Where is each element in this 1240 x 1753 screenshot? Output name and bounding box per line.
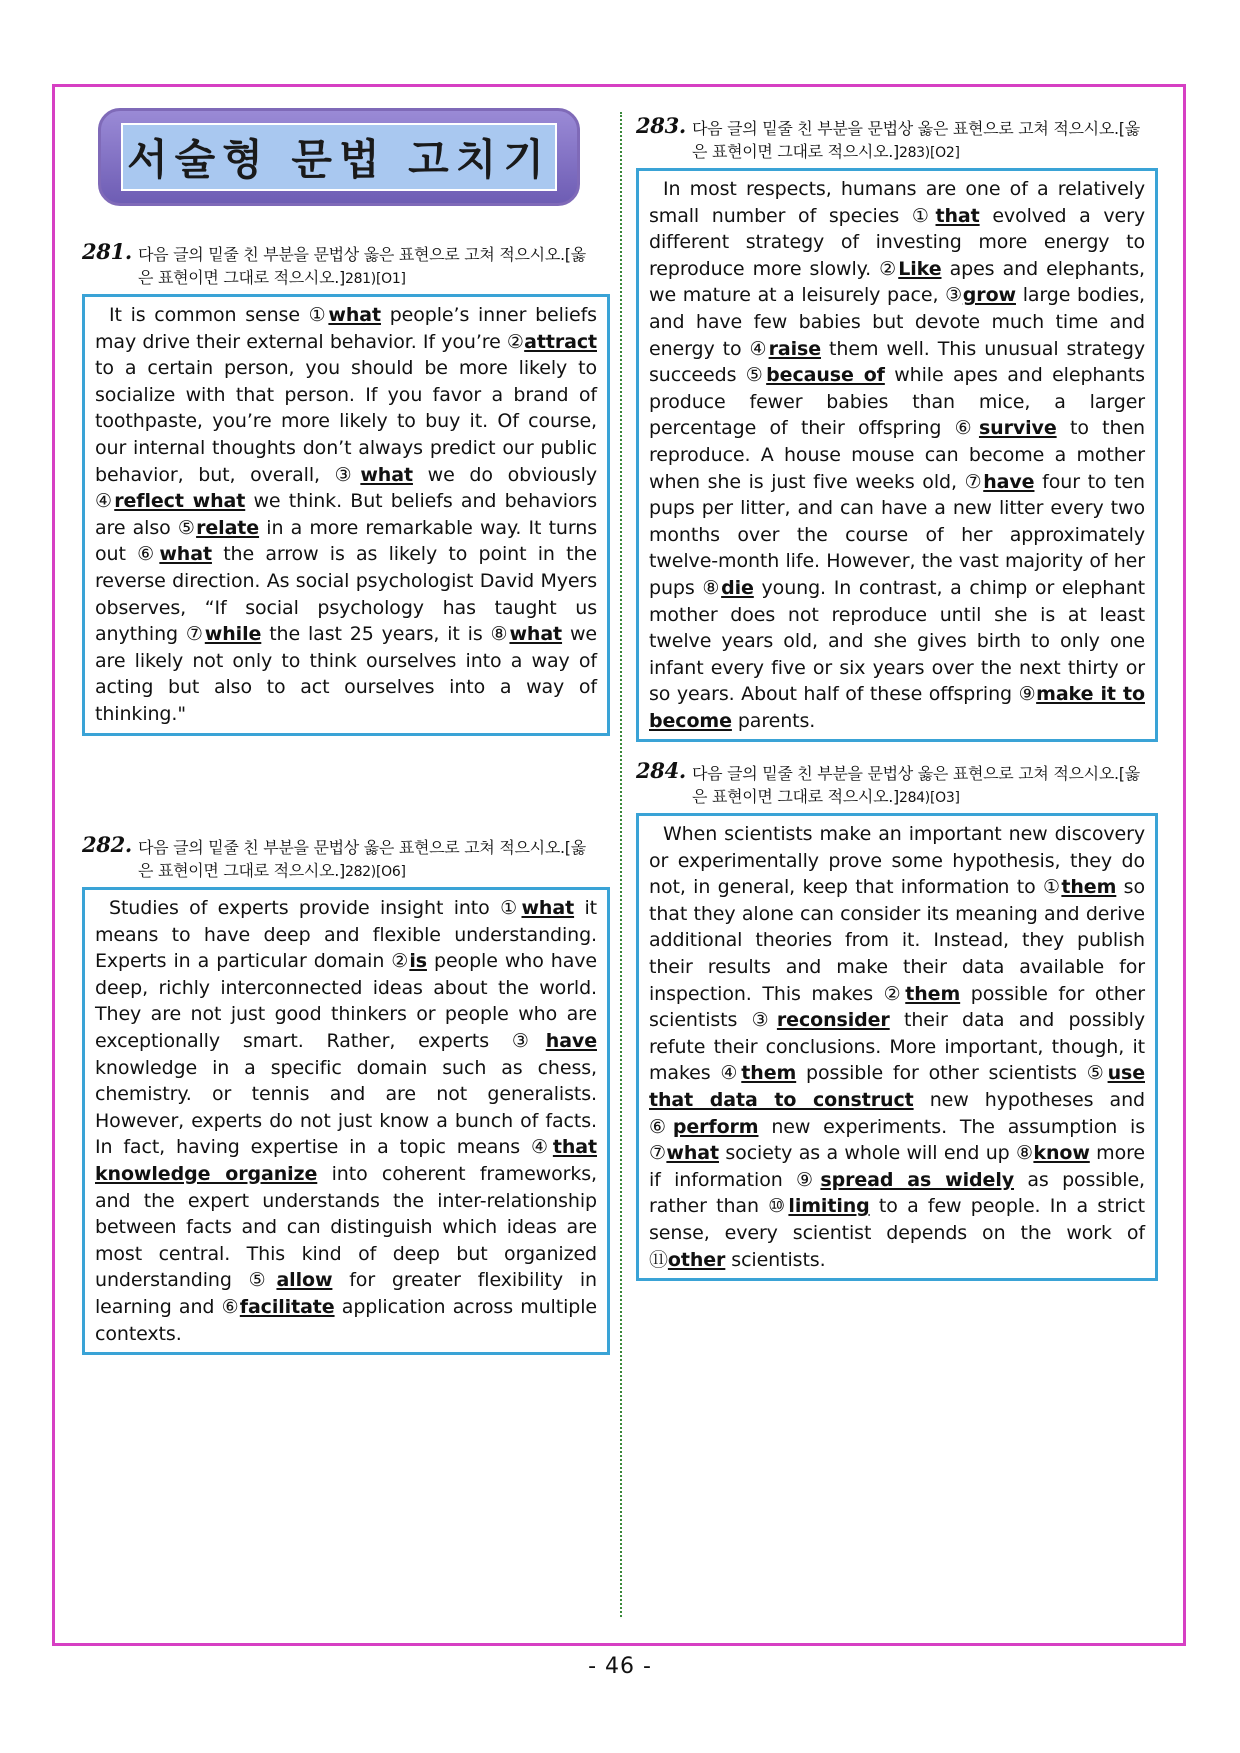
underlined-phrase: have: [545, 1029, 597, 1052]
question-283: [636, 113, 1158, 742]
underlined-phrase: what: [328, 304, 381, 326]
question-header: [82, 832, 610, 884]
underlined-phrase: die: [721, 576, 754, 599]
question-ref: 283)[O2]: [898, 145, 960, 161]
underlined-phrase: them: [741, 1062, 797, 1085]
question-284: [636, 758, 1158, 1281]
underlined-phrase: facilitate: [239, 1295, 335, 1318]
passage-box: When scientists make an important new discovery or experimentally prove some hypothesis, they do not, in general, keep that information to ①them so that they alone can consider its meaning and derive additional theories from it. Instead, they publish their results and make their data available for inspection. This makes ②them possible for other scientists ③reconsider their data and possibly refute their conclusions. More important, though, it makes ④them possible for other scientists ⑤use that data to construct new hypotheses and ⑥perform new experiments. The assumption is ⑦what society as a whole will end up ⑧know more if information ⑨spread as widely as possible, rather than ⑩limiting to a few people. In a strict sense, every scientist depends on the work of ⑪other scientists.: [636, 813, 1158, 1281]
column-divider: [620, 112, 622, 1617]
underlined-phrase: what: [666, 1142, 719, 1165]
underlined-phrase: because of: [766, 364, 885, 387]
question-282: [82, 832, 610, 1355]
underlined-phrase: that knowledge organize: [95, 1136, 597, 1185]
passage-box: Studies of experts provide insight into ①what it means to have deep and flexible understanding. Experts in a particular domain ②is people who have deep, richly interconnected ideas about the world. They are not just good thinkers or people who are exceptionally smart. Rather, experts ③have knowledge in a specific domain such as chess, chemistry. or tennis and are not generalists. However, experts do not just know a bunch of facts. In fact, having expertise in a topic means ④that knowledge organize into coherent frameworks, and the expert understands the inter-relationship between facts and can distinguish which ideas are most central. This kind of deep but organized understanding ⑤allow for greater flexibility in learning and ⑥facilitate application across multiple contexts.: [82, 887, 610, 1355]
underlined-phrase: use that data to construct: [649, 1062, 1145, 1111]
underlined-phrase: what: [521, 897, 575, 919]
underlined-phrase: that: [935, 204, 980, 227]
underlined-phrase: what: [159, 543, 212, 566]
passage-box: In most respects, humans are one of a relatively small number of species ①that evolved a very different strategy of investing more energy to reproduce more slowly. ②Like apes and elephants, we mature at a leisurely pace, ③grow large bodies, and have few babies but devote much time and energy to ④raise them well. This unusual strategy succeeds ⑤because of while apes and elephants produce fewer babies than mice, a larger percentage of their offspring ⑥survive to then reproduce. A house mouse can become a mother when she is just five weeks old, ⑦have four to ten pups per litter, and can have a new litter every two months over the course of her approximately twelve-month life. However, the vast majority of her pups ⑧die young. In contrast, a chimp or elephant mother does not reproduce until she is at least twelve years old, and she gives birth to only one infant every five or six years over the next thirty or so years. About half of these offspring ⑨make it to become parents.: [636, 168, 1158, 742]
question-instruction: 다음 글의 밑줄 친 부분을 문법상 옳은 표현으로 고쳐 적으시오.[옳: [138, 838, 586, 857]
underlined-phrase: limiting: [788, 1195, 870, 1218]
underlined-phrase: raise: [768, 337, 822, 360]
underlined-phrase: make it to become: [649, 683, 1145, 732]
question-number: 284.: [636, 758, 686, 783]
underlined-phrase: reflect what: [114, 490, 246, 513]
underlined-phrase: know: [1033, 1142, 1090, 1165]
page-number: - 46 -: [588, 1654, 652, 1679]
underlined-phrase: what: [509, 623, 563, 646]
question-ref: 284)[O3]: [898, 790, 960, 806]
underlined-phrase: them: [1061, 876, 1117, 899]
underlined-phrase: them: [905, 982, 961, 1005]
underlined-phrase: grow: [962, 284, 1016, 307]
underlined-phrase: allow: [276, 1269, 333, 1292]
question-instruction-cont: 은 표현이면 그대로 적으시오.]: [692, 787, 899, 806]
underlined-phrase: reconsider: [776, 1009, 890, 1032]
page-title: 서술형 문법 고치기: [127, 135, 551, 184]
question-number: 281.: [82, 239, 132, 264]
underlined-phrase: while: [204, 623, 262, 646]
question-281: [82, 239, 610, 736]
underlined-phrase: spread as widely: [820, 1168, 1015, 1191]
question-header: [636, 113, 1158, 165]
question-ref: 282)[O6]: [344, 864, 406, 880]
question-instruction-cont: 은 표현이면 그대로 적으시오.]: [138, 861, 345, 880]
underlined-phrase: relate: [196, 516, 260, 539]
question-number: 282.: [82, 832, 132, 857]
underlined-phrase: perform: [672, 1115, 759, 1138]
title-banner: [98, 108, 580, 206]
question-instruction: 다음 글의 밑줄 친 부분을 문법상 옳은 표현으로 고쳐 적으시오.[옳: [692, 119, 1140, 138]
underlined-phrase: survive: [978, 417, 1057, 440]
underlined-phrase: other: [667, 1248, 726, 1271]
question-instruction: 다음 글의 밑줄 친 부분을 문법상 옳은 표현으로 고쳐 적으시오.[옳: [692, 764, 1140, 783]
question-header: [82, 239, 610, 291]
underlined-phrase: attract: [524, 330, 597, 353]
question-instruction: 다음 글의 밑줄 친 부분을 문법상 옳은 표현으로 고쳐 적으시오.[옳: [138, 245, 586, 264]
question-header: [636, 758, 1158, 810]
question-number: 283.: [636, 113, 686, 138]
question-ref: 281)[O1]: [344, 271, 406, 287]
question-instruction-cont: 은 표현이면 그대로 적으시오.]: [138, 268, 345, 287]
underlined-phrase: is: [409, 950, 427, 973]
underlined-phrase: what: [360, 463, 413, 486]
underlined-phrase: have: [983, 470, 1035, 493]
passage-box: It is common sense ①what people’s inner beliefs may drive their external behavior. If you’re ②attract to a certain person, you should be more likely to socialize with that person. If you favor a brand of toothpaste, you’re more likely to buy it. Of course, our internal thoughts don’t always predict our public behavior, but, overall, ③what we do obviously ④reflect what we think. But beliefs and behaviors are also ⑤relate in a more remarkable way. It turns out ⑥what the arrow is as likely to point in the reverse direction. As social psychologist David Myers observes, “If social psychology has taught us anything ⑦while the last 25 years, it is ⑧what we are likely not only to think ourselves into a way of acting but also to act ourselves into a way of thinking.": [82, 294, 610, 736]
underlined-phrase: Like: [898, 257, 942, 280]
question-instruction-cont: 은 표현이면 그대로 적으시오.]: [692, 142, 899, 161]
title-banner-inner: [121, 123, 557, 191]
